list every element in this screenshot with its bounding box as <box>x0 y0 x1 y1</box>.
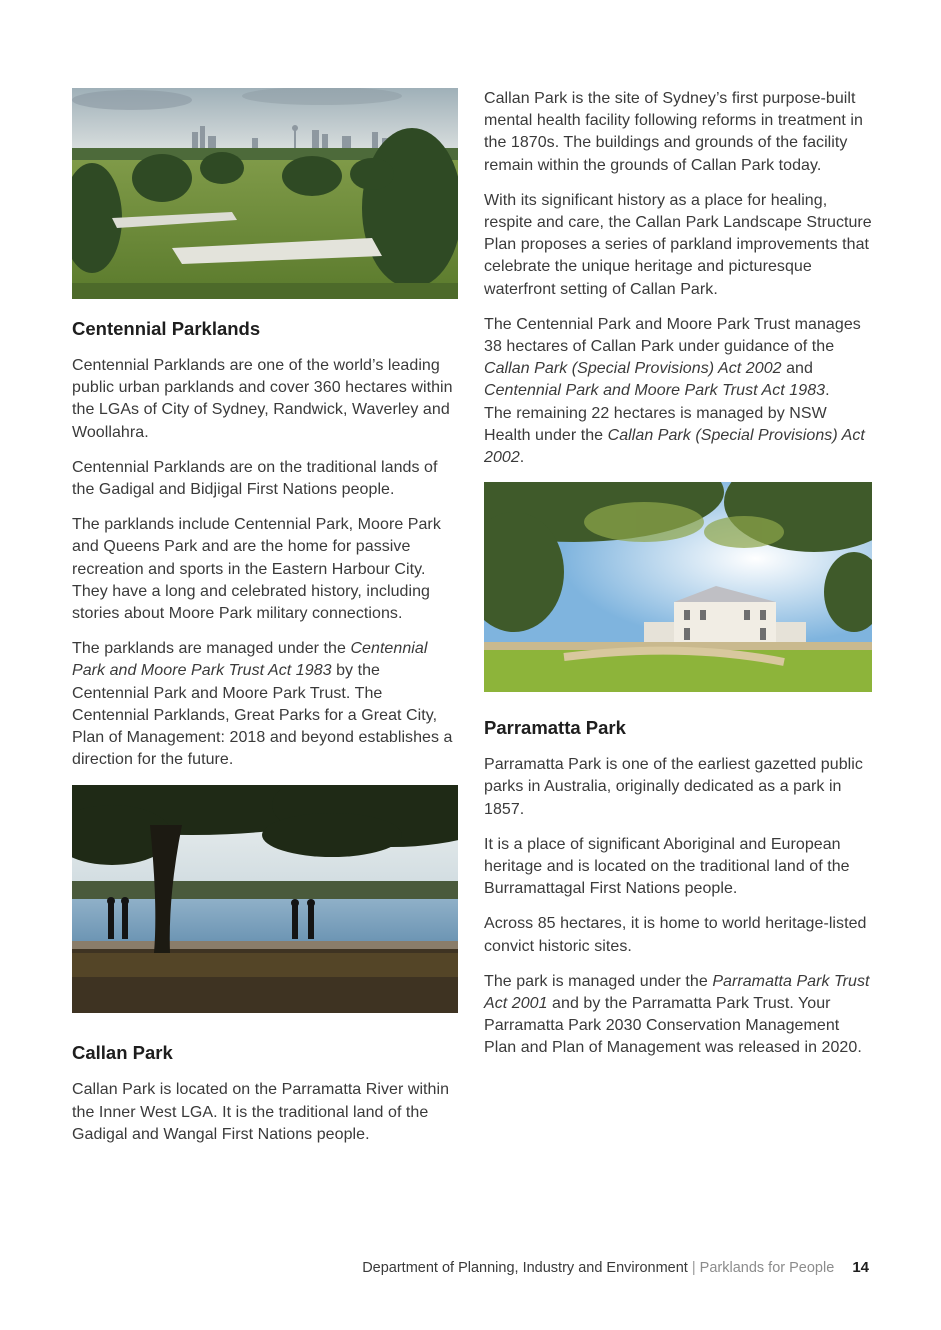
text-run: . <box>825 382 830 400</box>
centennial-paragraph-1: Centennial Parklands are one of the world’s leading public urban parklands and cover 360 hectares within the LGAs of City of Sydney, Randwick, Waverley and Woollahra. <box>72 357 453 441</box>
parramatta-park-heading: Parramatta Park <box>484 717 626 739</box>
callan-cont-paragraph-4 <box>484 403 872 470</box>
act-title: Callan Park (Special Provisions) Act 2002 <box>484 360 782 378</box>
text-run: . <box>519 449 525 467</box>
callan-paragraph-1: Callan Park is located on the Parramatta River within the Inner West LGA. It is the traditional land of the Gadigal and Wangal First Nations people. <box>72 1081 450 1143</box>
text-run: The remaining 22 hectares is managed by NSW Health under the <box>484 404 827 444</box>
text-run: and by the Parramatta Park Trust. Your Parramatta Park 2030 Conservation Management Plan and Plan of Management was released in 2020. <box>484 995 862 1057</box>
callan-cont-paragraph-1: Callan Park is the site of Sydney’s first purpose-built mental health facility following reforms in treatment in the 1870s. The buildings and grounds of the facility remain within the grounds of Callan Park today. <box>484 90 863 174</box>
callan-cont-paragraph-3 <box>484 314 872 403</box>
callan-cont-paragraph-2: With its significant history as a place for healing, respite and care, the Callan Park Landscape Structure Plan proposes a series of parkland improvements that celebrate the unique heritage and picturesque waterfront setting of Callan Park. <box>484 191 872 298</box>
text-run: The park is managed under the <box>484 972 713 990</box>
callan-park-river-photo <box>72 785 458 1013</box>
text-run: The Centennial Park and Moore Park Trust manages 38 hectares of Callan Park under guidance of the <box>484 315 861 356</box>
parramatta-paragraph-4 <box>484 971 872 1060</box>
text-run: The parklands are managed under the <box>72 640 351 658</box>
right-column <box>484 88 872 1073</box>
act-title: Parramatta Park Trust Act 2001 <box>484 972 870 1013</box>
centennial-parklands-heading: Centennial Parklands <box>72 318 261 339</box>
page-footer <box>362 1259 869 1276</box>
centennial-parklands-photo <box>72 88 458 299</box>
parramatta-paragraph-3: Across 85 hectares, it is home to world heritage-listed convict historic sites. <box>484 915 867 955</box>
page-number: 14 <box>852 1259 869 1276</box>
footer-separator: | <box>691 1260 696 1276</box>
parramatta-paragraph-2: It is a place of significant Aboriginal and European heritage and is located on the traditional land of the Burramattagal First Nations people. <box>484 835 850 898</box>
footer-publication: Parklands for People <box>699 1260 835 1276</box>
callan-park-heading: Callan Park <box>72 1042 173 1064</box>
centennial-paragraph-2: Centennial Parklands are on the traditional lands of the Gadigal and Bidjigal First Nations people. <box>72 458 438 499</box>
act-title: Centennial Park and Moore Park Trust Act 1983 <box>484 382 826 400</box>
text-run: and <box>781 360 813 378</box>
footer-department: Department of Planning, Industry and Environment <box>362 1260 688 1276</box>
left-column <box>72 88 458 1159</box>
centennial-paragraph-4 <box>72 638 458 771</box>
act-title: Centennial Park and Moore Park Trust Act 1983 <box>72 640 428 680</box>
centennial-paragraph-3: The parklands include Centennial Park, Moore Park and Queens Park and are the home for passive recreation and sports in the Eastern Harbour City. They have a long and celebrated history, including stories about Moore Park military connections. <box>72 516 441 623</box>
act-title: Callan Park (Special Provisions) Act 2002 <box>484 426 865 467</box>
text-run: by the Centennial Park and Moore Park Trust. The Centennial Parklands, Great Parks for a Great City, Plan of Management: 2018 and beyond establishes a direction for the future. <box>72 662 453 769</box>
parramatta-house-photo <box>484 482 872 692</box>
parramatta-paragraph-1: Parramatta Park is one of the earliest gazetted public parks in Australia, originally dedicated as a park in 1857. <box>484 756 863 818</box>
